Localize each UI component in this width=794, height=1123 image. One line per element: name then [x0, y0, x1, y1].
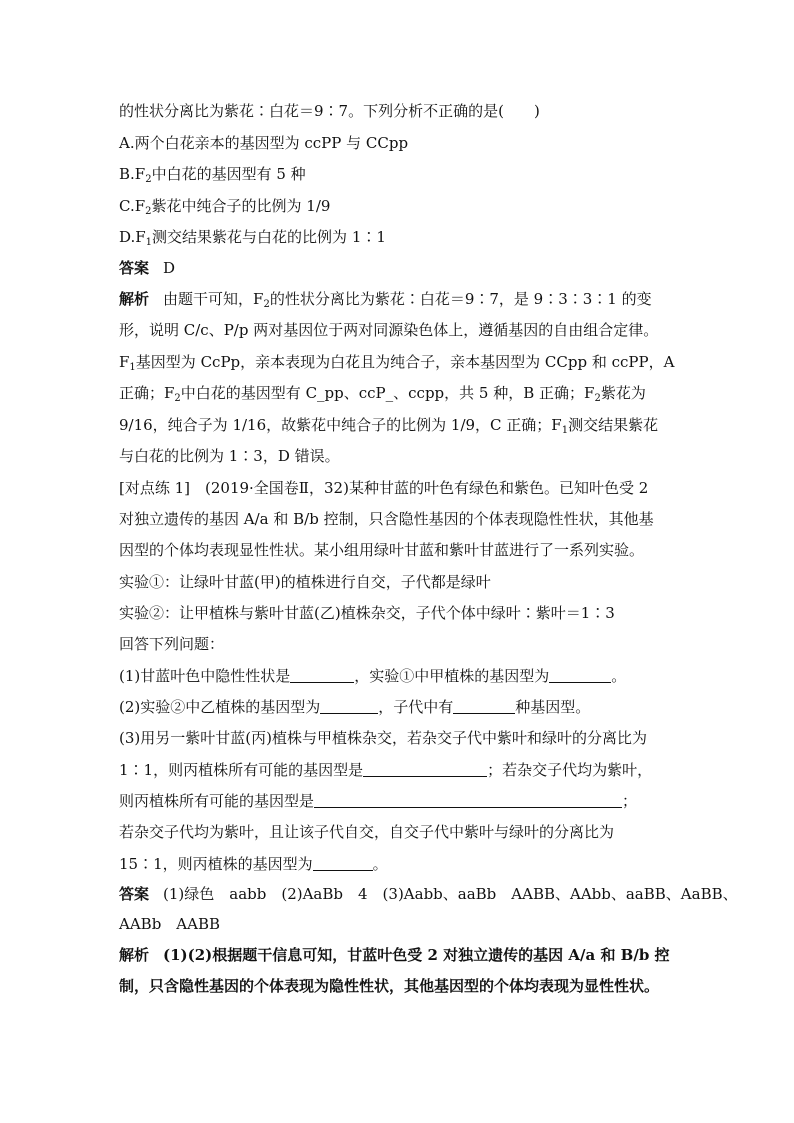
- question-3-line-4: 若杂交子代均为紫叶，且让该子代自交，自交子代中紫叶与绿叶的分离比为: [119, 823, 615, 841]
- experiment-2: 实验②：让甲植株与紫叶甘蓝(乙)植株杂交，子代个体中绿叶∶紫叶＝1∶3: [119, 604, 615, 622]
- analysis-line-5: 9/16，纯合子为 1/16，故紫花中纯合子的比例为 1/9，C 正确；$F_1$测交结果紫花: [119, 416, 659, 436]
- practice-prompt: 回答下列问题：: [119, 635, 225, 653]
- option-a: A.两个白花亲本的基因型为 ccPP 与 CCpp: [119, 134, 409, 152]
- analysis-line-1: 解析 由题干可知，$F_2$的性状分离比为紫花∶白花＝9∶7，是 9∶3∶3∶1 的变: [119, 290, 652, 310]
- option-b: $B.F_2$中白花的基因型有 5 种: [119, 165, 306, 185]
- answer-blank: [363, 762, 487, 777]
- practice-answer-label: 答案: [119, 885, 150, 903]
- practice-analysis-label: 解析: [119, 946, 150, 964]
- answer-blank: [314, 793, 622, 808]
- analysis-label: 解析: [119, 290, 150, 308]
- practice-answer-line-2: AABb AABB: [119, 915, 221, 933]
- option-d: $D.F_1$测交结果紫花与白花的比例为 1∶1: [119, 228, 386, 248]
- practice-analysis-line-2: 制，只含隐性基因的个体表现为隐性性状，其他基因型的个体均表现为显性性状。: [119, 977, 660, 995]
- question-stem-tail: 的性状分离比为紫花∶白花＝9∶7。下列分析不正确的是( ): [119, 102, 540, 120]
- answer-value: D: [163, 259, 176, 277]
- practice-line-3: 因型的个体均表现显性性状。某小组用绿叶甘蓝和紫叶甘蓝进行了一系列实验。: [119, 541, 645, 559]
- analysis-line-3: $F_1$基因型为 CcPp，亲本表现为白花且为纯合子，亲本基因型为 CCpp 和 ccPP，A: [119, 353, 675, 373]
- question-3-line-3: 则丙植株所有可能的基因型是 ；: [119, 792, 638, 810]
- question-3-line-2: 1∶1，则丙植株所有可能的基因型是 ；若杂交子代均为紫叶，: [119, 761, 653, 779]
- option-c: $C.F_2$紫花中纯合子的比例为 1/9: [119, 197, 331, 217]
- answer-blank: [453, 699, 515, 714]
- answer-blank: [290, 668, 354, 683]
- analysis-line-4: 正确；$F_2$中白花的基因型有 C_pp、ccP_、ccpp，共 5 种，B 正确；$F_2$紫花为: [119, 384, 646, 404]
- question-3-line-5: 15∶1，则丙植株的基因型为 。: [119, 855, 388, 873]
- practice-answer-line-1: 答案 (1)绿色 aabb (2)AaBb 4 (3)Aabb、aaBb AABB、AAbb、aaBB、AaBB、: [119, 885, 738, 903]
- practice-line-1: [对点练 1] (2019·全国卷Ⅱ，32)某种甘蓝的叶色有绿色和紫色。已知叶色受 2: [119, 479, 649, 497]
- answer-blank: [549, 668, 611, 683]
- answer-line: [119, 258, 175, 278]
- analysis-line-6: 与白花的比例为 1∶3，D 错误。: [119, 447, 340, 465]
- answer-blank: [320, 699, 378, 714]
- experiment-1: 实验①：让绿叶甘蓝(甲)的植株进行自交，子代都是绿叶: [119, 573, 491, 591]
- practice-analysis-line-1: 解析 (1)(2)根据题干信息可知，甘蓝叶色受 2 对独立遗传的基因 A/a 和 B/b 控: [119, 946, 670, 964]
- question-3-line-1: (3)用另一紫叶甘蓝(丙)植株与甲植株杂交，若杂交子代中紫叶和绿叶的分离比为: [119, 729, 647, 747]
- practice-line-2: 对独立遗传的基因 A/a 和 B/b 控制，只含隐性基因的个体表现隐性性状，其他基: [119, 510, 654, 528]
- answer-blank: [313, 856, 373, 871]
- question-1: (1)甘蓝叶色中隐性性状是 ，实验①中甲植株的基因型为 。: [119, 667, 627, 685]
- analysis-line-2: 形，说明 C/c、P/p 两对基因位于两对同源染色体上，遵循基因的自由组合定律。: [119, 321, 659, 339]
- question-2: (2)实验②中乙植株的基因型为 ，子代中有 种基因型。: [119, 698, 591, 716]
- answer-label: 答案: [119, 259, 150, 277]
